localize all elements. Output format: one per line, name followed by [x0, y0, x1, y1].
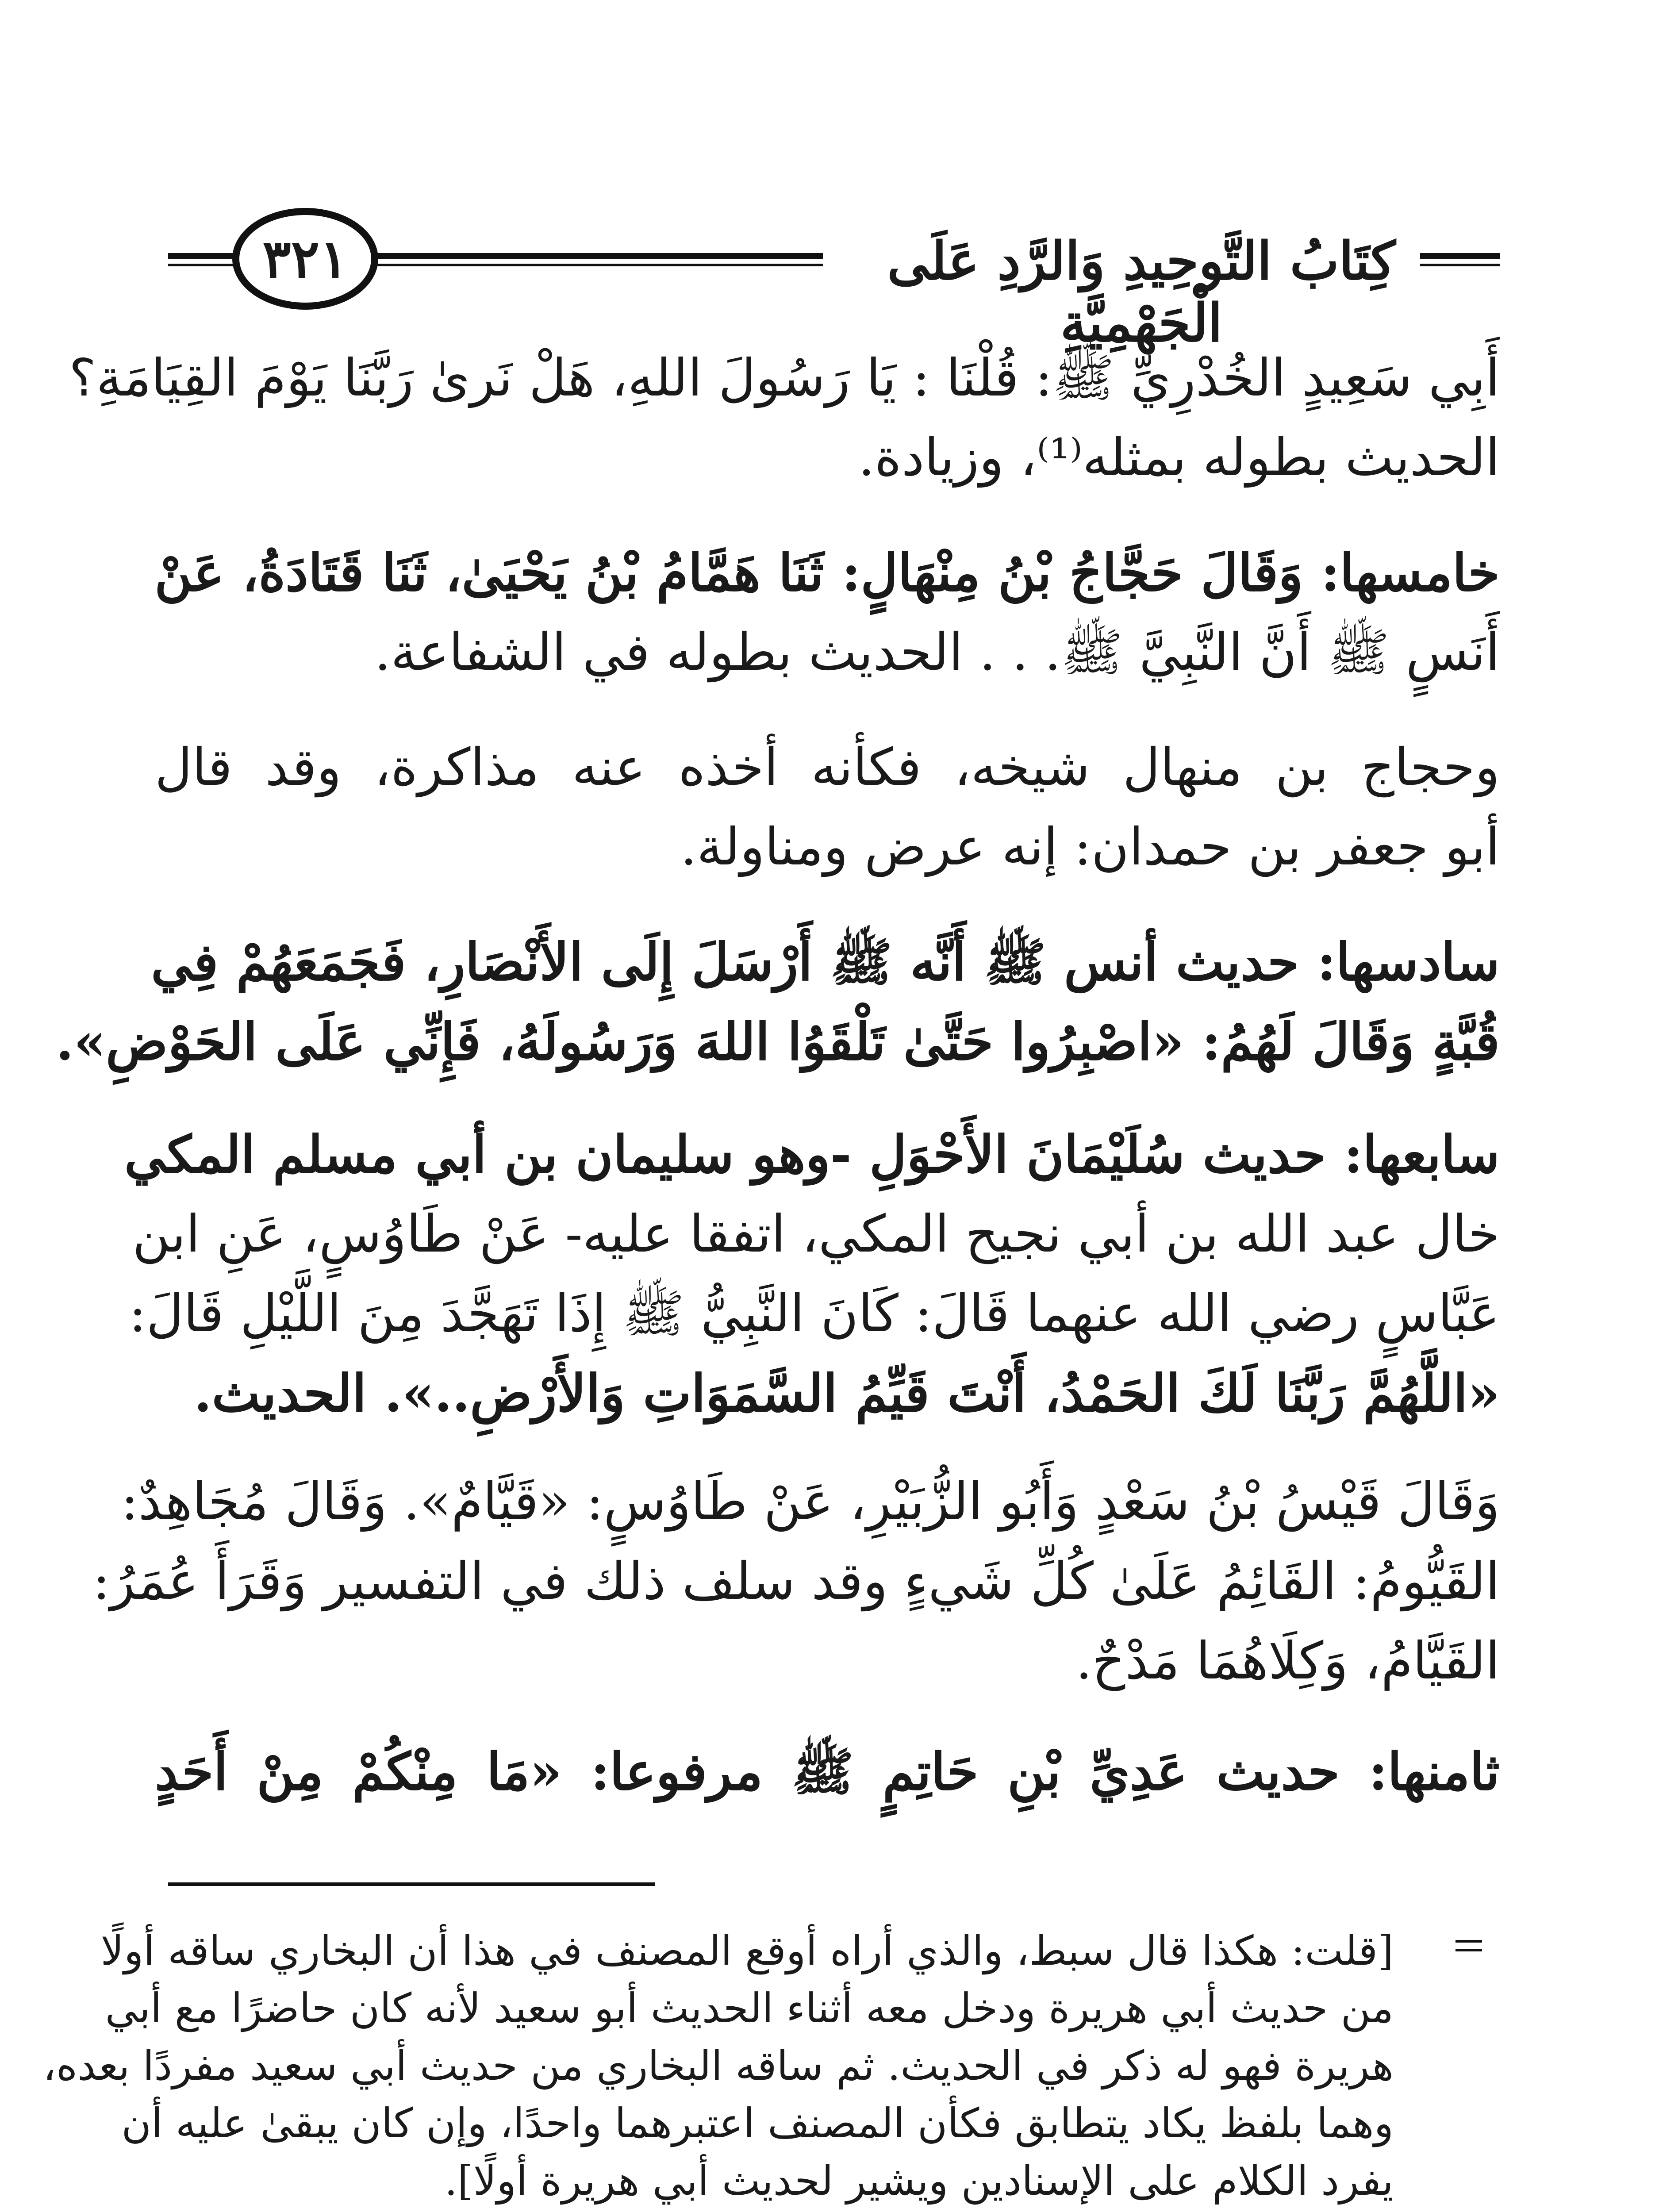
text-line: أَبِي سَعِيدٍ الخُدْرِيِّ ﷺ: قُلْنَا : يَا رَسُولَ اللهِ، هَلْ نَرىٰ رَبَّنَا يَوْمَ القِيَامَةِ؟	[69, 348, 1500, 408]
text-line: الحديث بطوله بمثله⁽¹⁾، وزيادة.	[858, 428, 1500, 488]
header-rule-middle	[376, 253, 823, 259]
text-line: أَنَسٍ ﷺ أَنَّ النَّبِيَّ ﷺ. . . الحديث بطوله في الشفاعة.	[374, 622, 1500, 682]
footnote-continuation-mark	[1455, 1940, 1482, 1958]
footnote-line: [قلت: هكذا قال سبط، والذي أراه أوقع المصنف في هذا أن البخاري ساقه أولًا	[100, 1927, 1394, 1974]
footnote-line: وهما بلفظ يكاد يتطابق فكأن المصنف اعتبرهما واحدًا، وإن كان يبقىٰ عليه أن	[121, 2100, 1394, 2147]
text-line: أبو جعفر بن حمدان: إنه عرض ومناولة.	[680, 817, 1500, 877]
text-line: سادسها: حديث أنس ﷺ أَنَّه ﷺ أَرْسَلَ إِلَى الأَنْصَارِ، فَجَمَعَهُمْ فِي	[151, 932, 1500, 992]
footnote-line: هريرة فهو له ذكر في الحديث. ثم ساقه البخاري من حديث أبي سعيد مفردًا بعده،	[43, 2042, 1394, 2089]
footnote-separator	[168, 1882, 655, 1886]
text-line: خال عبد الله بن أبي نجيح المكي، اتفقا عليه- عَنْ طَاوُسٍ، عَنِ ابن	[132, 1204, 1500, 1264]
text-line: القَيُّومُ: القَائِمُ عَلَىٰ كُلِّ شَيءٍ وقد سلف ذلك في التفسير وَقَرَأَ عُمَرُ:	[92, 1551, 1500, 1611]
footnote-line: يفرد الكلام على الإسنادين ويشير لحديث أبي هريرة أولًا].	[444, 2157, 1394, 2204]
page-number-badge	[232, 208, 378, 310]
page-number: ٣٢١	[262, 227, 348, 290]
text-line: عَبَّاسٍ رضي الله عنهما قَالَ: كَانَ النَّبِيُّ ﷺ إِذَا تَهَجَّدَ مِنَ اللَّيْلِ قَالَ:	[129, 1284, 1500, 1344]
footnote-line: من حديث أبي هريرة ودخل معه أثناء الحديث أبو سعيد لأنه كان حاضرًا مع أبي	[105, 1985, 1394, 2032]
text-line: قُبَّةٍ وَقَالَ لَهُمُ: «اصْبِرُوا حَتَّىٰ تَلْقَوُا اللهَ وَرَسُولَهُ، فَإِنِّي عَلَى الحَوْضِ».	[56, 1012, 1500, 1072]
book-title: كِتَابُ التَّوحِيدِ وَالرَّدِ عَلَى الْجَهْمِيَّةِ	[887, 230, 1396, 353]
text-line: سابعها: حديث سُلَيْمَانَ الأَحْوَلِ -وهو سليمان بن أبي مسلم المكي	[124, 1125, 1500, 1185]
header-rule-left-thin	[168, 264, 239, 266]
text-line: خامسها: وَقَالَ حَجَّاجُ بْنُ مِنْهَالٍ: ثَنَا هَمَّامُ بْنُ يَحْيَىٰ، ثَنَا قَتَادَةُ، عَنْ	[154, 543, 1500, 603]
text-line: «اللَّهُمَّ رَبَّنَا لَكَ الحَمْدُ، أَنْتَ قَيِّمُ السَّمَوَاتِ وَالأَرْضِ..». الحديث.	[194, 1363, 1500, 1424]
text-line: وحجاج بن منهال شيخه، فكأنه أخذه عنه مذاكرة، وقد قال	[155, 737, 1500, 797]
text-line: وَقَالَ قَيْسُ بْنُ سَعْدٍ وَأَبُو الزُّبَيْرِ، عَنْ طَاوُسٍ: «قَيَّامٌ». وَقَالَ مُجَاهِدٌ:	[121, 1472, 1500, 1532]
header-rule-middle-thin	[376, 264, 823, 266]
text-line: القَيَّامُ، وَكِلَاهُمَا مَدْحٌ.	[1075, 1631, 1500, 1691]
text-line: ثامنها: حديث عَدِيِّ بْنِ حَاتِمٍ ﷺ مرفوعا: «مَا مِنْكُمْ مِنْ أَحَدٍ	[155, 1742, 1500, 1802]
header-rule-left	[168, 253, 239, 259]
